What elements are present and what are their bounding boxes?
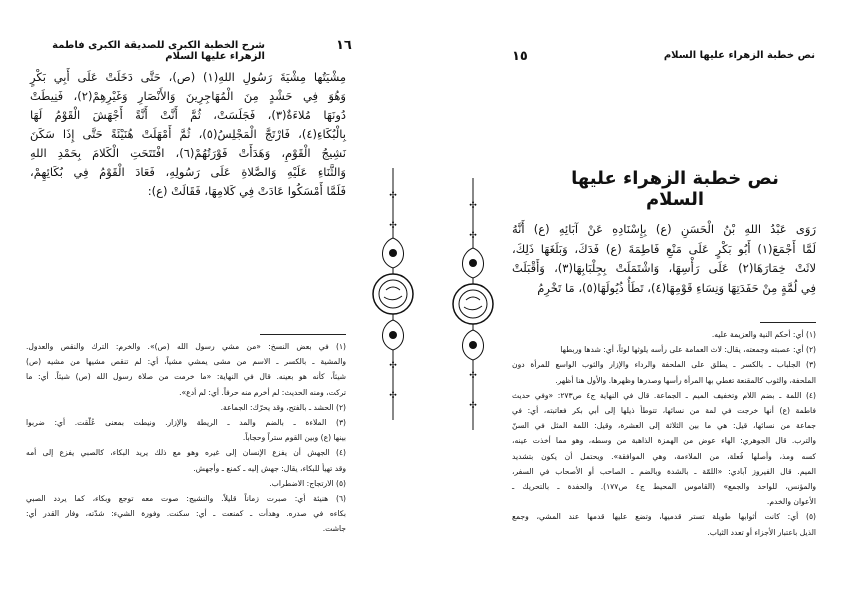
footnote-line: (٢) الحشد ـ بالفتح، وقد يحرّك: الجماعة. [220, 402, 346, 412]
body-line: مِشْيَتُها مِشْيَةَ رَسُولِ اللهِ(١) (ص)، حَتَّى دَخَلَتْ عَلَى أَبِي بَكْرٍ [30, 70, 346, 84]
body-line: بِالْبُكَاءِ(٤)، فَارْتَجَّ الْمَجْلِسُ(٥)، ثُمَّ أَمْهَلَتْ هُنَيْئَةً حَتَّى إِذَا سَكَنَ [30, 127, 346, 141]
footnote-line: والمؤنس، للواحد والجمع» (القاموس المحيط ج٤ ص١٧٧). والحفدة ـ بالتحريك ـ [512, 482, 816, 492]
chapter-heading: نص خطبة الزهراء عليها السلام [571, 168, 779, 210]
svg-text:✣: ✣ [389, 361, 397, 371]
footnote-line: جماعة من نسائها، قيل: هي ما بين الثلاثة إلى العشرة، وقيل: اللمة المثل في السنّ [512, 421, 816, 431]
body-line: رَوَى عَبْدُ اللهِ بْنُ الْحَسَنِ (ع) بِإِسْنَادِهِ عَنْ آبَائِهِ (ع) أَنَّهُ [512, 222, 816, 236]
body-line: لَمَّا أَجْمَعَ(١) أَبُو بَكْرٍ عَلَى مَنْعِ فَاطِمَةَ (ع) فَدَكَ، وَبَلَغَهَا ذَلِكَ، [512, 241, 817, 256]
svg-text:✣: ✣ [389, 221, 397, 231]
body-line: لاثَتْ خِمَارَهَا(٢) عَلَى رَأْسِهَا، وَاشْتَمَلَتْ بِجِلْبَابِهَا(٣)، وَأَقْبَلَتْ [512, 261, 817, 275]
footnote-line: بينها (ع) وبين القوم ستراً وحجاباً. [242, 433, 346, 443]
footnote-line: (٦) هنيئة أي: صبرت زماناً قليلاً. والنشيج: صوت معه توجع وبكاء، كما يردد الصبي [26, 494, 346, 504]
footnote-line: وقد تهيأ للبكاء، يقال: جهش إليه ـ كمنع ـ وأجهش. [193, 463, 346, 473]
body-line: نَشِيجُ الْقَوْمِ، وَهَدَأَتْ فَوْرَتُهُمْ(٦)، افْتَتَحَتِ الْكَلامَ بِحَمْدِ اللهِ [30, 146, 346, 160]
footnote-line: تركت، ومنه الحديث: لم أخرم منه حرفاً. أي: لم أدع». [179, 387, 346, 397]
body-line: دُونَهَا مُلاءَةٌ(٣)، فَجَلَسَتْ، ثُمَّ أَنَّتْ أَنَّةً أَجْهَشَ الْقَوْمُ لَهَا [30, 108, 346, 122]
left-ornament-icon [372, 168, 414, 420]
right-footnotes [512, 327, 816, 540]
left-page-number: ١٦ [336, 38, 352, 53]
svg-text:✣: ✣ [469, 231, 477, 241]
right-ornament-icon [452, 178, 494, 430]
body-line: وَهُوَ فِي حَشْدٍ مِنَ الْمُهَاجِرِينَ وَالأَنْصَارِ وَغَيْرِهِمْ(٢)، فَنِيطَتْ [30, 89, 346, 103]
footnote-line: بكاءه في صدره. وهدأت ـ كمنعت ـ أي: سكنت. وفورة الشيء: شدّته، وفار القدر أي: [26, 509, 346, 519]
body-line: وَالثَّنَاءِ عَلَيْهِ وَالصَّلاةِ عَلَى رَسُولِهِ، فَعَادَ الْقَوْمُ فِي بُكَائِهِمْ، [30, 165, 346, 179]
footnote-line: شيئاً، كأنه هو بعينه. قال في النهاية: «ما خرمت من صلاة رسول الله (ص) شيئاً. أي: ما [26, 372, 346, 382]
right-footnote-rule [760, 322, 816, 323]
left-footnote-rule [260, 334, 346, 335]
footnote-line: كسه ومذ، وأصلها فُعلة، من الملاءمة، وهي الموافقة». ويحتمل أن يكون بتشديد [512, 451, 816, 461]
svg-text:✣: ✣ [389, 391, 397, 401]
footnote-line: الأعوان والخدم. [766, 497, 816, 507]
svg-text:✣: ✣ [469, 201, 477, 211]
footnote-line: (٥) أي: كانت أثوابها طويلة تستر قدميها، وتضع عليها قدمها عند المشي، وجمع [512, 512, 816, 522]
footnote-line: جاشت. [322, 524, 346, 534]
right-page-number: ١٥ [512, 49, 528, 64]
footnote-line: (٢) أي: عصبته وجمعته، يقال: لاث العمامة على رأسه يلوثها لوثاً، أي: شدها وربطها [560, 345, 816, 355]
footnote-line: (٣) الملاءة ـ بالضم والمد ـ الريطة والإزار. ونيطت بمعنى عُلّقت. أي: ضربوا [26, 418, 346, 428]
svg-text:✣: ✣ [469, 401, 477, 411]
footnote-line: الذيل باعتبار الأجزاء أو تعدد الثياب. [707, 527, 816, 537]
right-running-title: نص خطبة الزهراء عليها السلام [663, 50, 815, 61]
left-running-title: شرح الخطبة الكبرى للصديقة الكبرى فاطمة الزهراء عليها السلام [52, 40, 265, 62]
footnote-line: (٣) الجلباب ـ بالكسر ـ يطلق على الملحفة والرداء والإزار والثوب الواسع للمرأة دون [512, 360, 816, 370]
footnote-line: (١) في بعض النسخ: «من مشي رسول الله (ص)». والخرم: الترك والنقص والعدول. [26, 342, 346, 351]
left-footnotes [26, 339, 346, 537]
right-body-text [512, 220, 816, 298]
footnote-line: الميم. قال الفيروز آبادي: «اللمّة ـ بالشدة وبالضم ـ الصاحب أو الأصحاب في السفر، [512, 466, 816, 476]
svg-text:✣: ✣ [469, 371, 477, 381]
footnote-line: (٥) الارتجاج: الاضطراب. [269, 478, 346, 488]
body-line: فِي لُمَّةٍ مِنْ حَفَدَتِهَا وَنِسَاءِ قَوْمِهَا(٤)، تَطَأُ ذُيُولَهَا(٥)، مَا تَخْرِمُ [537, 280, 816, 295]
left-body-text [30, 68, 346, 201]
svg-text:✣: ✣ [389, 191, 397, 201]
footnote-line: والترب. قال الجوهري: الهاء عوض من الهمزة الذاهبة من وسطه، وهو مما أخذت عينه، [512, 436, 816, 446]
footnote-line: (٤) الجهش أن يفزع الإنسان إلى غيره وهو مع ذلك يريد البكاء، كالصبي يفزع إلى أمه [26, 448, 346, 458]
footnote-line: والمشية ـ بالكسر ـ الاسم من مشى يمشي مشياً، أي: لم تنقص مشيها من مشيه (ص) [26, 357, 346, 367]
footnote-line: الملحفة، والثوب كالمقنعة تغطي بها المرأة رأسها وصدرها وظهرها. والأول هنا أظهر. [555, 375, 816, 385]
footnote-line: (١) أي: أحكم النية والعزيمة عليه. [711, 330, 816, 339]
body-line: فَلَمَّا أَمْسَكُوا عَادَتْ فِي كَلامِهَا، فَقَالَتْ (ع): [147, 184, 346, 198]
footnote-line: (٤) اللمة ـ بضم اللام وتخفيف الميم ـ الجماعة. قال في النهاية ج٤ ص٢٧٣: «وفي حديث [512, 390, 816, 400]
footnote-line: فاطمة (ع) أنها خرجت في لمة من نسائها، تتوطأ ذيلها إلى أبي بكر فعاتبته، أي: في [512, 406, 816, 416]
